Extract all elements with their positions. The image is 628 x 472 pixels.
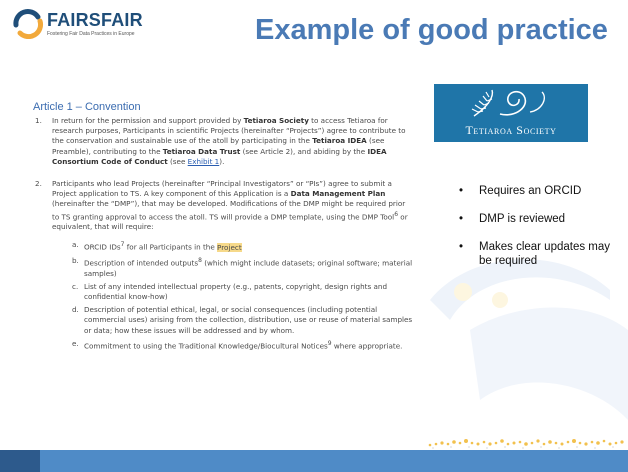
requirement-e xyxy=(52,339,413,352)
bullet-icon: • xyxy=(459,185,464,197)
clause-bold: Data Management Plan xyxy=(290,189,386,199)
clause-text: In return for the permission and support provided by xyxy=(52,116,244,125)
footnote-ref: 6 xyxy=(394,210,399,218)
item-text: Commitment to using the Traditional Knowledge/Biocultural Notices xyxy=(84,341,328,351)
item-letter: b. xyxy=(72,256,79,266)
key-point-text: Requires an ORCID xyxy=(479,185,582,197)
clause-bold: Tetiaroa Society xyxy=(243,116,309,125)
key-point-text: DMP is reviewed xyxy=(479,213,566,225)
requirements-list xyxy=(52,240,413,351)
exhibit-link[interactable]: Exhibit 1 xyxy=(187,156,220,166)
dotted-wave-decoration xyxy=(426,436,628,450)
highlighted-word: Project xyxy=(217,242,242,252)
footer-accent xyxy=(0,450,40,472)
fairsfair-logo xyxy=(12,7,172,41)
fairsfair-logo-icon xyxy=(12,7,44,39)
requirement-b xyxy=(52,256,413,279)
key-point-text: Makes clear updates may be required xyxy=(479,241,611,267)
clause-text: to access Tetiaroa for research purposes, Participants in scientific Projects (hereinafter “Projects”) agree to contribute to the conservation and sustainable use of the atoll by participating in the xyxy=(52,116,406,146)
requirement-a xyxy=(52,240,413,253)
clause-number: 2. xyxy=(35,179,42,189)
tetiaroa-society-logo xyxy=(434,84,588,142)
article-excerpt xyxy=(33,101,413,359)
item-text: where appropriate. xyxy=(331,341,403,351)
item-letter: e. xyxy=(72,338,79,348)
footer-bar xyxy=(0,450,628,472)
item-letter: a. xyxy=(72,240,79,250)
logo-tagline: Fostering Fair Data Practices in Europe xyxy=(47,31,135,37)
item-text: for all Participants in the xyxy=(124,242,218,252)
clause-text: (see Preamble), contributing to the xyxy=(52,136,385,156)
footnote-ref: 9 xyxy=(327,339,332,347)
logo-name: FAIRSFAIR xyxy=(47,10,143,30)
footnote-ref: 7 xyxy=(120,241,125,249)
clause-bold: Tetiaroa IDEA xyxy=(312,136,367,146)
item-text: Description of intended outputs xyxy=(84,258,199,268)
tetiaroa-society-name: Tetiaroa Society xyxy=(465,123,557,137)
bullet-icon: • xyxy=(459,241,464,253)
clause-text: (see Article 2), and abiding by the xyxy=(240,146,368,156)
key-points-list xyxy=(459,184,624,282)
article-heading: Article 1 – Convention xyxy=(33,101,141,113)
item-letter: d. xyxy=(72,305,79,315)
clause-bold: Tetiaroa Data Trust xyxy=(162,146,241,156)
item-text: Description of potential ethical, legal, or social consequences (including potential commercial uses) arising from the collection, distribution, use or reuse of material samples or data; how these issues will be addressed and by whom. xyxy=(84,305,413,335)
item-text: List of any intended intellectual property (e.g., patents, copyright, design rights and confidential know-how) xyxy=(84,281,388,302)
key-point xyxy=(459,184,624,198)
requirement-c xyxy=(52,282,413,302)
clause-text: ). xyxy=(219,156,225,166)
clause-2 xyxy=(33,179,413,351)
clause-bold: IDEA Consortium Code of Conduct xyxy=(52,146,387,166)
item-text: ORCID IDs xyxy=(84,242,121,252)
slide-title: Example of good practice xyxy=(255,14,608,46)
key-point xyxy=(459,240,624,268)
clause-text: (see xyxy=(167,156,188,166)
footnote-ref: 8 xyxy=(198,257,202,265)
fern-spiral-icon xyxy=(434,84,588,124)
clause-text: or equivalent, that will require: xyxy=(52,212,408,232)
item-letter: c. xyxy=(72,281,79,291)
requirement-d xyxy=(52,305,413,336)
item-text: (which might include datasets; original software; material samples) xyxy=(84,258,413,278)
clause-text: (hereinafter the “DMP”), that may be developed. Modifications of the DMP might be required prior to TS granting approval to access the atoll. TS will provide a DMP template, using the DMP Tool xyxy=(52,199,406,222)
clause-number: 1. xyxy=(35,116,42,125)
clause-1 xyxy=(33,116,413,167)
bullet-icon: • xyxy=(459,213,464,225)
key-point xyxy=(459,212,624,226)
clause-text: Participants who lead Projects (hereinafter “Principal Investigators” or “PIs”) agree to submit a Project application to TS. A key component of this Application is a xyxy=(52,179,392,199)
